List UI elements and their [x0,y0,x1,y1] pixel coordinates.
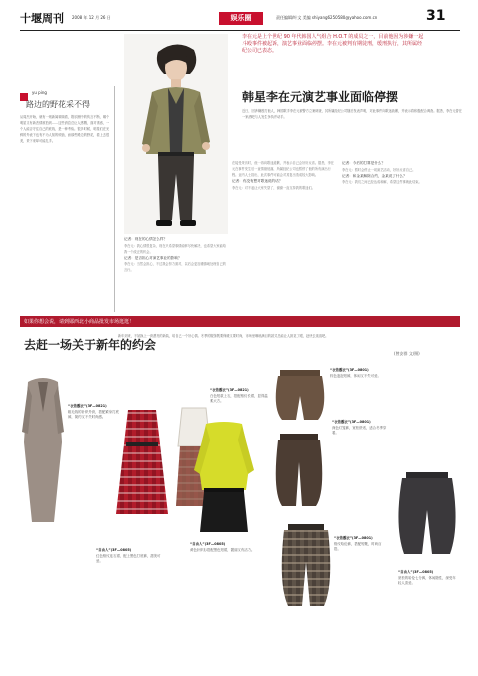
qa-answer: 李在元：我心情很复杂，现在只希望事情能够尽快解决，也希望大家能给我一个改正的机会。 [124,243,226,254]
qa-answer: 李在元：当然会担心，不过我会努力面对，以后会更加谨慎地处理自己的言行。 [124,262,226,272]
product-desc: 白色短款上衣，搭配格纹长裙，显得温柔大方。 [210,393,268,403]
product-name: “衣依靓衣”(3F—0821) [210,388,249,392]
column-body: 从周杰开始，就有一则新闻频频看，娱乐圈中的传言不断，哪个明星又有新恋情被拍到……这些消息总让人感慨，面对诱惑，一个人能否守住自己的底线，是一种考验。很多时候，明星们在光鲜的外表下也有不为人知的烦恼，而那些路边的野花，看上去很美，采下来却可能扎手。 [20,115,110,143]
qa-column-3 [342,160,460,312]
star-photo [124,34,228,234]
qa-answer: 李在元：对不起让大家失望了，谢谢一直支持我的歌迷们。 [232,185,315,190]
lead-paragraph: 近日，因涉嫌殴打他人，韩国歌手李在元被警方立案调查，其所属经纪公司随后发表声明，对此事件向歌迷致歉，并表示将积极配合调查。据悉，李在元曾在一家酒吧与人发生争执并动手。 [242,109,462,119]
column-divider [114,86,115,312]
product-image-brown-shorts [274,368,326,424]
product-image-harem-pants [396,470,458,560]
product-name: “自由人”(3F—0805) [398,570,434,574]
feature-intro: 新年到来，不妨换上一套漂亮的新装，给自己一个好心情。冬季的服饰既要保暖又要时尚，市场里琳琅满目的款式总能让人挑花了眼，赶快去逛逛吧。 [118,334,329,338]
qa-question: 记者：今后的打算是什么？ [342,161,386,165]
product-caption [190,542,262,553]
section-tag: 娱乐圈 [219,12,263,25]
product-image-knit-jacket [20,372,66,538]
product-image-lantern-pants [274,432,324,512]
qa-question: 记者：有没有想对歌迷说的话？ [232,179,283,183]
qa-column-1 [124,236,228,312]
product-caption [96,548,162,565]
editor-line: 责任编辑/叶文 美编 shiyang6250580@yahoo.com.cn [276,15,378,20]
product-caption [334,536,388,553]
qa-answer: 李在元：我们之间已经达成和解，希望这件事就此结束。 [342,180,422,184]
banner-text: 如果你想会说，请到郧西北小商品批发市场逛逛！ [24,319,135,325]
product-caption [210,388,270,405]
product-desc: 黄色针织衫搭配黑色短裙，靓丽又有活力。 [190,547,255,552]
product-desc: 格纹哈伦裤，搭配短靴，时尚百搭。 [334,541,382,551]
qa-answer: 李在元：暂时会停止一切演艺活动，好好反省自己。 [342,167,416,172]
product-desc: 红色格纹连衣裙，配上黑色打底裤，甜美可爱。 [96,553,161,563]
qa-question: 记者：现在的心情怎么样？ [124,237,168,241]
product-image-check-pants [280,522,332,612]
author-tag: yu ping [32,90,47,95]
masthead-rule [20,30,460,31]
product-name: “衣依靓衣”(3F—0801) [330,368,369,372]
qa-question: 记者：和金某解除合约，金某说了什么？ [342,173,407,178]
qa-question: 记者：是否担心对演艺事业的影响？ [124,255,182,260]
headline-kicker: 李在元是上个世纪 90 年代韩国人气组合 H.O.T 的成员之一，目前他因为涉嫌一起斗殴事件被起诉，演艺事业面临停摆。李在元被判有期徒刑，缓刑执行，其所属经纪公司已表态。 [242,34,424,54]
column-title: 路边的野花采不得 [26,100,90,109]
paper-date: 2008 年 12 月 26 日 [72,15,111,20]
product-caption [398,570,458,587]
product-caption [330,368,392,379]
product-desc: 深色灯笼裤，宽松舒适，适合冬季穿着。 [332,425,387,435]
product-caption [332,420,392,437]
product-desc: 粗毛线的针织外套，搭配紧身打底裤，简约又不失时尚感。 [68,409,119,419]
feature-title: 去赶一场关于新年的约会 [24,338,157,352]
product-image-yellow-knit [192,420,256,540]
product-image-check-dress [112,404,172,524]
right-column-body: 在接受采访时，他一再向歌迷道歉，并表示自己会好好反省。据悉，李在元在事件发生后一直情绪低落，所属经纪公司也暂停了他的所有演出行程。业内人士指出，此次事件可能会对其复出造成较大影响。 [232,161,334,177]
main-headline: 韩星李在元演艺事业面临停摆 [242,90,399,104]
paper-name: 十堰周刊 [20,12,64,25]
product-name: “自由人”(3F—0805) [190,542,226,546]
product-name: “衣依靓衣”(3F—0801) [334,536,373,540]
masthead [20,8,460,30]
product-name: “衣依靓衣”(3F—0801) [332,420,371,424]
product-desc: 棕色泡泡短裤，休闲又不失可爱。 [330,373,381,378]
feature-byline: (曾安群 文/摄) [394,351,420,356]
page-number: 31 [426,8,446,24]
product-name: “自由人”(3F—0805) [96,548,132,552]
product-desc: 宽松的哈伦七分裤，休闲随性，深受年轻人喜爱。 [398,575,456,585]
qa-column-2 [232,160,336,312]
product-name: “衣依靓衣”(3F—0821) [68,404,107,408]
